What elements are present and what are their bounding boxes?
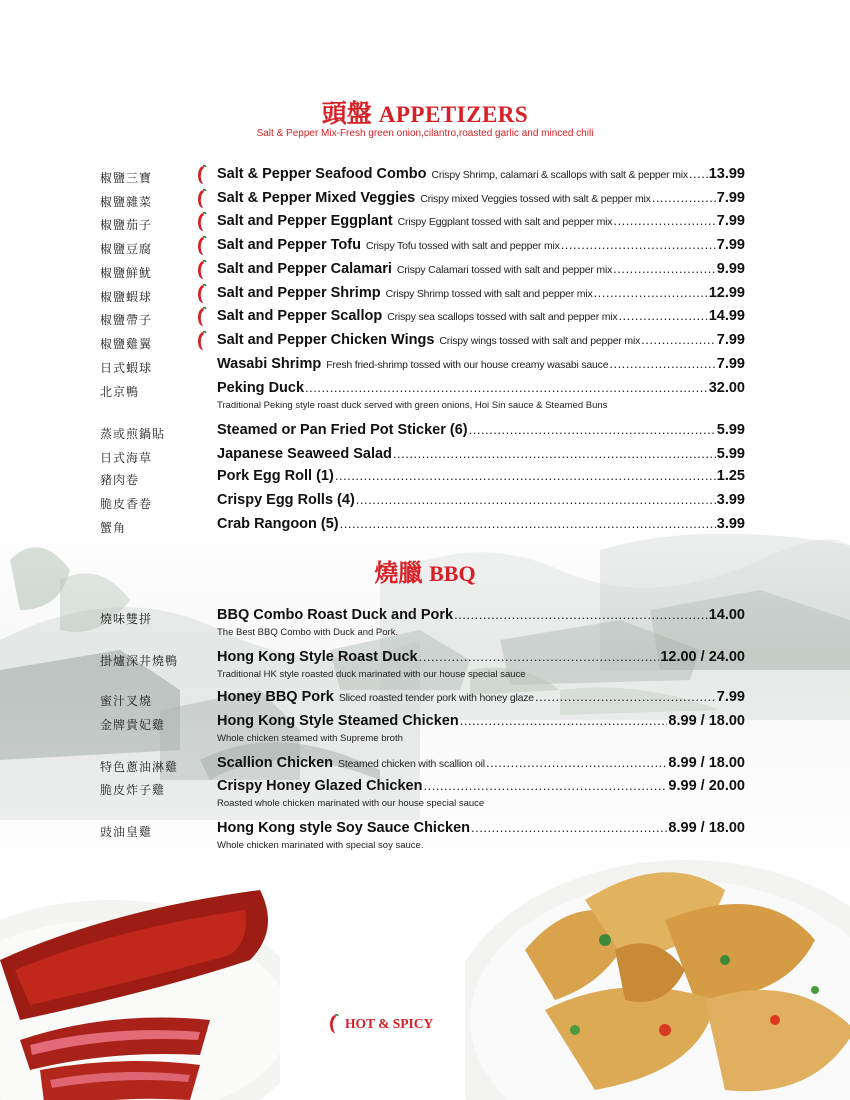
item-description: Crispy Shrimp tossed with salt and pepper mix [385, 288, 593, 300]
menu-item-row [100, 237, 745, 259]
item-line [217, 261, 745, 277]
item-price: 14.00 [708, 607, 745, 623]
item-price: 9.99 / 20.00 [668, 778, 745, 794]
menu-item-row [100, 689, 745, 711]
item-line [217, 468, 745, 484]
bbq-title [0, 553, 850, 588]
leader-dots [423, 778, 667, 793]
menu-item-row [100, 213, 745, 235]
chili-pepper-icon [194, 189, 208, 209]
item-chinese-name: 蒸或煎鍋貼 [100, 427, 166, 441]
item-name: Scallion Chicken [217, 755, 334, 771]
item-name: Salt and Pepper Scallop [217, 308, 383, 324]
leader-dots [471, 820, 667, 835]
item-line [217, 649, 745, 665]
item-line [217, 380, 745, 396]
chili-pepper-icon [194, 260, 208, 280]
menu-item-row [100, 607, 745, 638]
spicy-legend-label: HOT & SPICY [345, 1016, 434, 1031]
item-name: Hong Kong style Soy Sauce Chicken [217, 820, 470, 836]
item-line [217, 713, 745, 729]
item-description: Sliced roasted tender pork with honey glaze [338, 692, 534, 704]
item-line [217, 607, 745, 623]
item-line [217, 213, 745, 229]
leader-dots [419, 649, 660, 664]
item-line [217, 820, 745, 836]
item-chinese-name: 燒味雙拼 [100, 612, 153, 626]
leader-dots [613, 261, 716, 276]
item-price: 32.00 [708, 380, 745, 396]
appetizers-title-zh: 頭盤 [321, 99, 372, 128]
item-name: Salt and Pepper Eggplant [217, 213, 393, 229]
menu-item-row [100, 166, 745, 188]
leader-dots [652, 190, 716, 205]
item-chinese-name: 日式蝦球 [100, 361, 153, 375]
item-line [217, 755, 745, 771]
item-name: Wasabi Shrimp [217, 356, 322, 372]
item-line [217, 492, 745, 508]
chili-pepper-icon [194, 307, 208, 327]
item-name: Crab Rangoon (5) [217, 516, 339, 532]
item-price: 1.25 [716, 468, 745, 484]
item-name: Peking Duck [217, 380, 305, 396]
item-price: 7.99 [716, 689, 745, 705]
calamari-photo [465, 830, 850, 1100]
item-line [217, 356, 745, 372]
item-chinese-name: 椒鹽茄子 [100, 218, 153, 232]
item-price: 5.99 [716, 422, 745, 438]
item-chinese-name: 椒鹽帶子 [100, 313, 153, 327]
bbq-title-en: BBQ [429, 561, 476, 586]
leader-dots [305, 380, 708, 395]
chili-pepper-icon [326, 1014, 340, 1034]
chili-pepper-icon [194, 212, 208, 232]
item-chinese-name: 豬肉卷 [100, 473, 140, 487]
item-price: 8.99 / 18.00 [668, 755, 745, 771]
item-name: Japanese Seaweed Salad [217, 446, 392, 462]
leader-dots [641, 332, 716, 347]
menu-item-row [100, 285, 745, 307]
item-line [217, 166, 745, 182]
item-name: Honey BBQ Pork [217, 689, 334, 705]
leader-dots [356, 492, 716, 507]
chili-pepper-icon [194, 284, 208, 304]
item-description: Crispy Eggplant tossed with salt and pepper mix [397, 216, 613, 228]
item-name: Salt and Pepper Tofu [217, 237, 361, 253]
item-line [217, 332, 745, 348]
menu-item-row [100, 422, 745, 444]
item-price: 3.99 [716, 516, 745, 532]
item-note: Whole chicken steamed with Supreme broth [217, 733, 403, 744]
item-price: 7.99 [716, 356, 745, 372]
item-chinese-name: 脆皮炸子雞 [100, 783, 166, 797]
item-price: 13.99 [708, 166, 745, 182]
leader-dots [460, 713, 668, 728]
item-line [217, 190, 745, 206]
item-note: The Best BBQ Combo with Duck and Pork. [217, 627, 399, 638]
item-chinese-name: 椒鹽鮮魷 [100, 266, 153, 280]
chili-pepper-icon [194, 236, 208, 256]
item-chinese-name: 豉油皇雞 [100, 825, 153, 839]
item-chinese-name: 掛爐深井燒鴨 [100, 654, 179, 668]
appetizers-title [0, 94, 850, 130]
item-line [217, 237, 745, 253]
chili-pepper-icon [194, 165, 208, 185]
item-chinese-name: 椒鹽豆腐 [100, 242, 153, 256]
menu-item-row [100, 778, 745, 809]
item-price: 5.99 [716, 446, 745, 462]
item-note: Traditional Peking style roast duck served with green onions, Hoi Sin sauce & Steamed Buns [217, 400, 608, 411]
item-price: 8.99 / 18.00 [668, 820, 745, 836]
leader-dots [613, 213, 715, 228]
menu-item-row [100, 332, 745, 354]
chili-pepper-icon [194, 331, 208, 351]
item-chinese-name: 椒鹽蝦球 [100, 290, 153, 304]
item-chinese-name: 蟹角 [100, 521, 127, 535]
menu-item-row [100, 820, 745, 851]
item-name: Salt and Pepper Chicken Wings [217, 332, 435, 348]
item-description: Crispy sea scallops tossed with salt and pepper mix [387, 311, 618, 323]
item-note: Whole chicken marinated with special soy sauce. [217, 840, 424, 851]
item-price: 12.00 / 24.00 [660, 649, 745, 665]
leader-dots [594, 285, 708, 300]
item-name: Steamed or Pan Fried Pot Sticker (6) [217, 422, 468, 438]
leader-dots [469, 422, 716, 437]
menu-item-row [100, 356, 745, 378]
item-description: Crispy wings tossed with salt and pepper mix [439, 335, 641, 347]
item-note: Roasted whole chicken marinated with our house special sauce [217, 798, 485, 809]
item-name: Salt and Pepper Shrimp [217, 285, 381, 301]
item-description: Crispy Shrimp, calamari & scallops with salt & pepper mix [431, 169, 688, 181]
menu-item-row [100, 308, 745, 330]
menu-item-row [100, 380, 745, 411]
item-chinese-name: 蜜汁叉燒 [100, 694, 153, 708]
item-line [217, 308, 745, 324]
item-name: Hong Kong Style Steamed Chicken [217, 713, 459, 729]
item-name: Hong Kong Style Roast Duck [217, 649, 418, 665]
menu-item-row [100, 261, 745, 283]
leader-dots [393, 446, 716, 461]
menu-item-row [100, 446, 745, 468]
item-line [217, 285, 745, 301]
leader-dots [486, 755, 667, 770]
item-line [217, 422, 745, 438]
appetizers-title-en: APPETIZERS [378, 102, 529, 127]
item-description: Fresh fried-shrimp tossed with our house creamy wasabi sauce [326, 359, 609, 371]
item-chinese-name: 脆皮香卷 [100, 497, 153, 511]
leader-dots [335, 468, 716, 483]
item-price: 9.99 [716, 261, 745, 277]
menu-item-row [100, 713, 745, 744]
item-price: 7.99 [716, 237, 745, 253]
item-price: 3.99 [716, 492, 745, 508]
item-line [217, 446, 745, 462]
item-chinese-name: 椒鹽雞翼 [100, 337, 153, 351]
leader-dots [689, 166, 708, 181]
item-line [217, 689, 745, 705]
appetizers-subtitle: Salt & Pepper Mix-Fresh green onion,cilantro,roasted garlic and minced chili [256, 128, 594, 139]
item-description: Crispy Tofu tossed with salt and pepper mix [365, 240, 560, 252]
bbq-title-zh: 燒臘 [374, 559, 423, 587]
item-chinese-name: 椒鹽雜菜 [100, 195, 153, 209]
item-name: BBQ Combo Roast Duck and Pork [217, 607, 454, 623]
item-price: 8.99 / 18.00 [668, 713, 745, 729]
spicy-legend [326, 1014, 433, 1034]
leader-dots [340, 516, 716, 531]
leader-dots [535, 689, 716, 704]
leader-dots [454, 607, 708, 622]
item-chinese-name: 椒鹽三寶 [100, 171, 153, 185]
item-price: 7.99 [716, 213, 745, 229]
menu-item-row [100, 755, 745, 777]
menu-item-row [100, 492, 745, 514]
item-description: Steamed chicken with scallion oil [338, 758, 485, 770]
leader-dots [561, 237, 716, 252]
item-price: 14.99 [708, 308, 745, 324]
item-description: Crispy mixed Veggies tossed with salt & pepper mix [420, 193, 651, 205]
menu-item-row [100, 516, 745, 538]
item-price: 12.99 [708, 285, 745, 301]
item-chinese-name: 特色蔥油淋雞 [100, 760, 179, 774]
item-name: Crispy Honey Glazed Chicken [217, 778, 423, 794]
item-price: 7.99 [716, 190, 745, 206]
item-name: Salt and Pepper Calamari [217, 261, 392, 277]
item-chinese-name: 北京鴨 [100, 385, 140, 399]
leader-dots [609, 356, 715, 371]
item-line [217, 516, 745, 532]
item-chinese-name: 金牌貴妃雞 [100, 718, 166, 732]
menu-item-row [100, 190, 745, 212]
item-note: Traditional HK style roasted duck marinated with our house special sauce [217, 669, 526, 680]
item-name: Pork Egg Roll (1) [217, 468, 334, 484]
item-name: Salt & Pepper Mixed Veggies [217, 190, 416, 206]
item-chinese-name: 日式海草 [100, 451, 153, 465]
menu-item-row [100, 468, 745, 490]
menu-item-row [100, 649, 745, 680]
leader-dots [618, 308, 707, 323]
bbq-pork-photo [0, 870, 280, 1100]
item-name: Crispy Egg Rolls (4) [217, 492, 355, 508]
item-description: Crispy Calamari tossed with salt and pepper mix [396, 264, 613, 276]
item-line [217, 778, 745, 794]
item-price: 7.99 [716, 332, 745, 348]
item-name: Salt & Pepper Seafood Combo [217, 166, 427, 182]
